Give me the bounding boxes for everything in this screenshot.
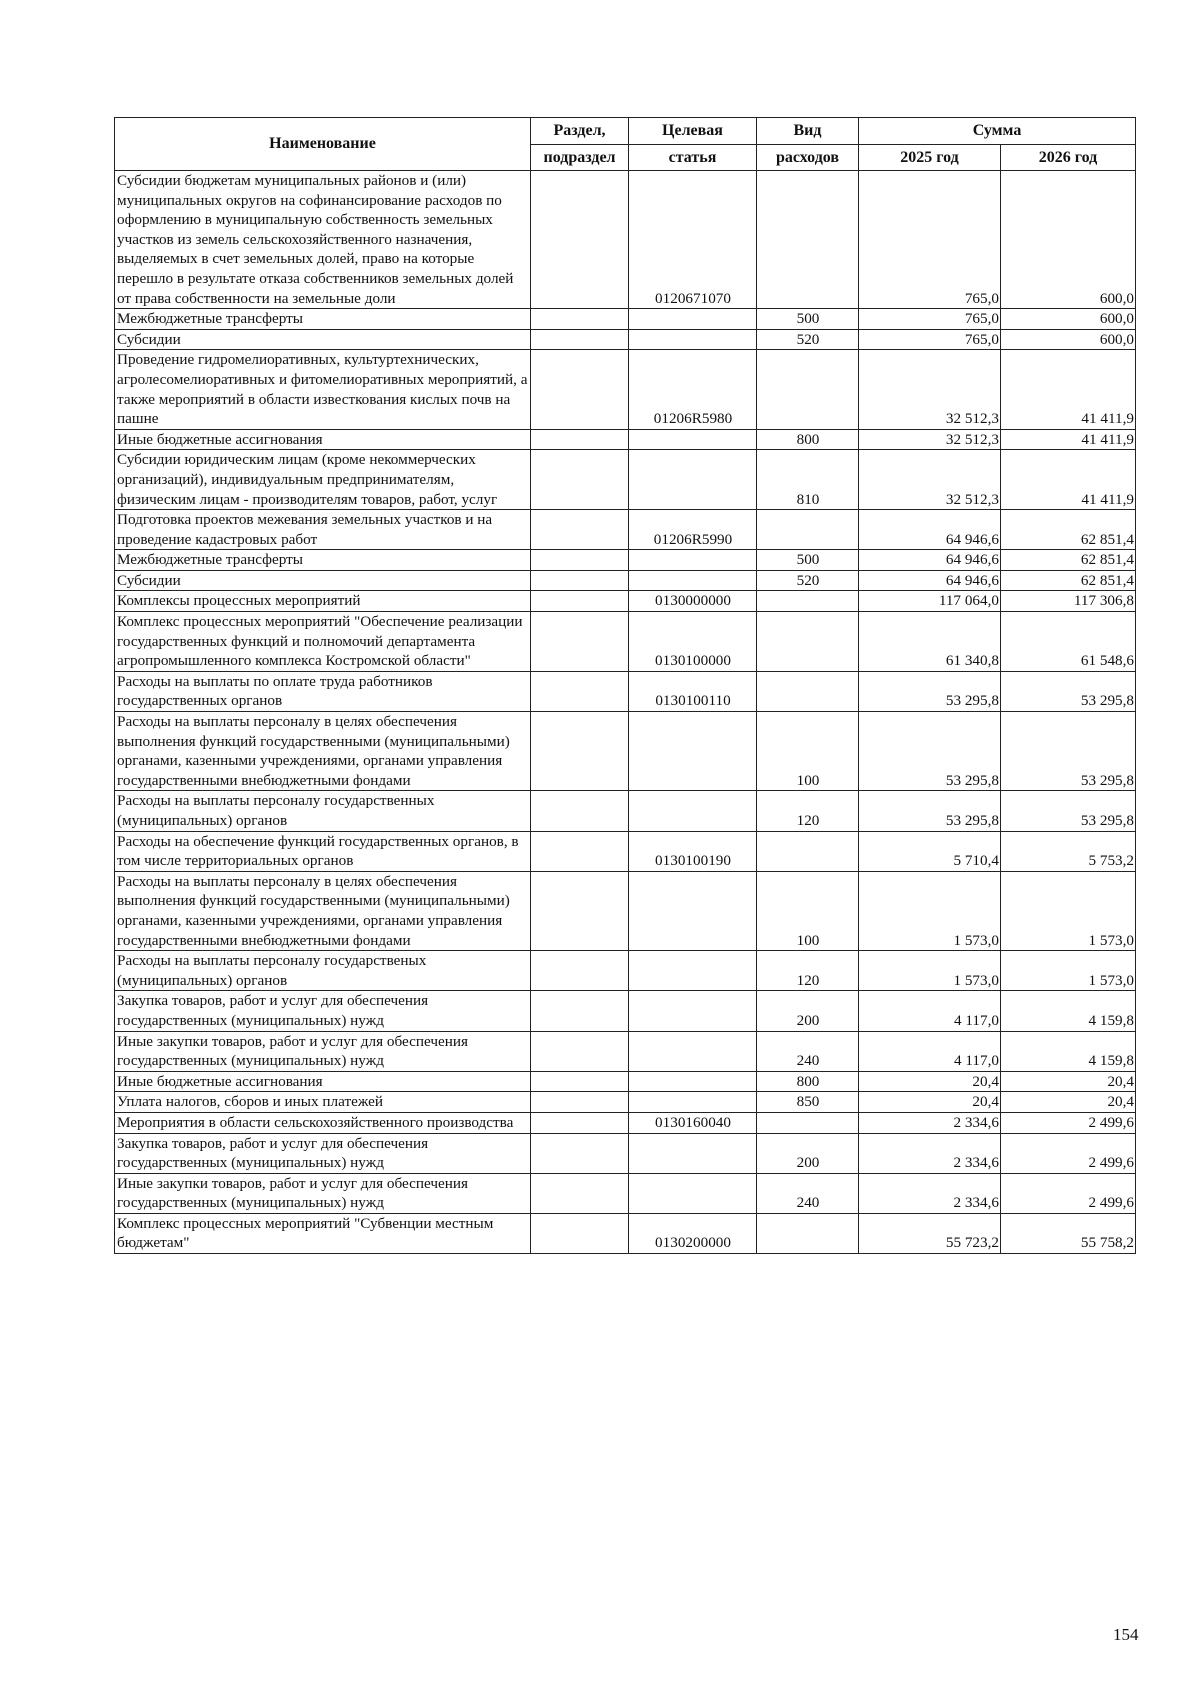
- row-sum-2025: 64 946,6: [859, 570, 1001, 591]
- row-celevaya: [629, 991, 757, 1031]
- row-name: Расходы на выплаты персоналу государственых (муниципальных) органов: [115, 951, 531, 991]
- row-sum-2026: 61 548,6: [1001, 612, 1136, 672]
- row-vid: 850: [757, 1092, 859, 1113]
- row-razdel: [531, 1031, 629, 1071]
- row-sum-2026: 5 753,2: [1001, 831, 1136, 871]
- table-row: [115, 429, 1136, 450]
- header-2025: 2025 год: [859, 145, 1001, 171]
- row-sum-2025: 32 512,3: [859, 429, 1001, 450]
- table-row: [115, 671, 1136, 711]
- row-name: Субсидии: [115, 570, 531, 591]
- table-row: [115, 309, 1136, 330]
- row-celevaya: [629, 1133, 757, 1173]
- row-name: Комплекс процессных мероприятий "Субвенции местным бюджетам": [115, 1213, 531, 1253]
- row-sum-2025: 64 946,6: [859, 510, 1001, 550]
- table-row: [115, 1031, 1136, 1071]
- row-name: Уплата налогов, сборов и иных платежей: [115, 1092, 531, 1113]
- row-celevaya: [629, 1092, 757, 1113]
- row-sum-2025: 2 334,6: [859, 1112, 1001, 1133]
- row-sum-2026: 53 295,8: [1001, 791, 1136, 831]
- row-vid: 200: [757, 1133, 859, 1173]
- row-name: Иные бюджетные ассигнования: [115, 1071, 531, 1092]
- row-vid: 520: [757, 570, 859, 591]
- table-row: [115, 350, 1136, 429]
- header-summa: Сумма: [859, 118, 1136, 145]
- header-razdel-top: Раздел,: [531, 118, 629, 145]
- row-sum-2026: 2 499,6: [1001, 1133, 1136, 1173]
- row-sum-2026: 62 851,4: [1001, 510, 1136, 550]
- row-vid: [757, 591, 859, 612]
- row-sum-2025: 55 723,2: [859, 1213, 1001, 1253]
- row-name: Комплекс процессных мероприятий "Обеспечение реализации государственных функций и полномочий департамента агропромышленного комплекса Костромской области": [115, 612, 531, 672]
- row-celevaya: [629, 550, 757, 571]
- row-sum-2026: 55 758,2: [1001, 1213, 1136, 1253]
- table-row: [115, 791, 1136, 831]
- table-header: [115, 118, 1136, 171]
- row-celevaya: [629, 1031, 757, 1071]
- row-sum-2025: 32 512,3: [859, 350, 1001, 429]
- row-name: Субсидии бюджетам муниципальных районов и (или) муниципальных округов на софинансирование расходов по оформлению в муниципальную собственность земельных участков из земель сельскохозяйственного назначения, выделяемых в счет земельных долей, право на которые перешло в результате отказа собственников земельных долей от права собственности на земельные доли: [115, 171, 531, 309]
- row-razdel: [531, 429, 629, 450]
- row-sum-2026: 600,0: [1001, 171, 1136, 309]
- table-body: [115, 171, 1136, 1254]
- row-sum-2025: 4 117,0: [859, 1031, 1001, 1071]
- row-celevaya: 0130000000: [629, 591, 757, 612]
- row-vid: 200: [757, 991, 859, 1031]
- row-vid: [757, 1213, 859, 1253]
- row-vid: 100: [757, 712, 859, 791]
- row-sum-2026: 62 851,4: [1001, 550, 1136, 571]
- header-celevaya-top: Целевая: [629, 118, 757, 145]
- row-vid: [757, 510, 859, 550]
- row-sum-2025: 53 295,8: [859, 791, 1001, 831]
- row-vid: 120: [757, 791, 859, 831]
- budget-table: [114, 117, 1136, 1254]
- row-sum-2026: 20,4: [1001, 1092, 1136, 1113]
- row-razdel: [531, 550, 629, 571]
- row-sum-2025: 53 295,8: [859, 671, 1001, 711]
- row-sum-2025: 4 117,0: [859, 991, 1001, 1031]
- row-name: Подготовка проектов межевания земельных участков и на проведение кадастровых работ: [115, 510, 531, 550]
- table-row: [115, 450, 1136, 510]
- table-row: [115, 612, 1136, 672]
- row-name: Расходы на обеспечение функций государственных органов, в том числе территориальных органов: [115, 831, 531, 871]
- row-sum-2026: 4 159,8: [1001, 1031, 1136, 1071]
- row-name: Расходы на выплаты персоналу в целях обеспечения выполнения функций государственными (муниципальными) органами, казенными учреждениями, органами управления государственными внебюджетными фондами: [115, 871, 531, 950]
- row-celevaya: [629, 309, 757, 330]
- table-row: [115, 171, 1136, 309]
- row-razdel: [531, 991, 629, 1031]
- row-sum-2026: 2 499,6: [1001, 1112, 1136, 1133]
- row-sum-2025: 5 710,4: [859, 831, 1001, 871]
- row-name: Проведение гидромелиоративных, культуртехнических, агролесомелиоративных и фитомелиоративных мероприятий, а также мероприятий в области известкования кислых почв на пашне: [115, 350, 531, 429]
- header-razdel-bottom: подраздел: [531, 145, 629, 171]
- row-razdel: [531, 1092, 629, 1113]
- table-row: [115, 1112, 1136, 1133]
- row-name: Иные бюджетные ассигнования: [115, 429, 531, 450]
- row-sum-2025: 32 512,3: [859, 450, 1001, 510]
- row-sum-2026: 41 411,9: [1001, 429, 1136, 450]
- row-razdel: [531, 1133, 629, 1173]
- row-vid: 120: [757, 951, 859, 991]
- row-vid: 800: [757, 429, 859, 450]
- row-razdel: [531, 831, 629, 871]
- row-name: Субсидии: [115, 329, 531, 350]
- row-razdel: [531, 871, 629, 950]
- row-name: Иные закупки товаров, работ и услуг для обеспечения государственных (муниципальных) нужд: [115, 1173, 531, 1213]
- row-sum-2025: 2 334,6: [859, 1173, 1001, 1213]
- header-celevaya-bottom: статья: [629, 145, 757, 171]
- row-razdel: [531, 329, 629, 350]
- row-name: Закупка товаров, работ и услуг для обеспечения государственных (муниципальных) нужд: [115, 1133, 531, 1173]
- row-sum-2025: 1 573,0: [859, 951, 1001, 991]
- row-celevaya: [629, 791, 757, 831]
- row-name: Расходы на выплаты по оплате труда работников государственных органов: [115, 671, 531, 711]
- row-razdel: [531, 570, 629, 591]
- row-celevaya: 0130100000: [629, 612, 757, 672]
- row-celevaya: 0120671070: [629, 171, 757, 309]
- row-celevaya: [629, 871, 757, 950]
- row-name: Расходы на выплаты персоналу государственных (муниципальных) органов: [115, 791, 531, 831]
- row-sum-2025: 765,0: [859, 171, 1001, 309]
- row-celevaya: 0130100190: [629, 831, 757, 871]
- row-celevaya: [629, 1071, 757, 1092]
- row-razdel: [531, 450, 629, 510]
- row-name: Закупка товаров, работ и услуг для обеспечения государственных (муниципальных) нужд: [115, 991, 531, 1031]
- row-celevaya: [629, 570, 757, 591]
- row-sum-2026: 53 295,8: [1001, 712, 1136, 791]
- row-razdel: [531, 1173, 629, 1213]
- row-sum-2025: 765,0: [859, 329, 1001, 350]
- row-razdel: [531, 712, 629, 791]
- row-sum-2026: 53 295,8: [1001, 671, 1136, 711]
- row-celevaya: [629, 429, 757, 450]
- budget-table-container: [114, 117, 1136, 1254]
- row-sum-2025: 20,4: [859, 1092, 1001, 1113]
- row-name: Межбюджетные трансферты: [115, 309, 531, 330]
- row-razdel: [531, 350, 629, 429]
- row-celevaya: 0130200000: [629, 1213, 757, 1253]
- row-celevaya: [629, 450, 757, 510]
- row-celevaya: 0130160040: [629, 1112, 757, 1133]
- row-sum-2026: 41 411,9: [1001, 350, 1136, 429]
- row-vid: [757, 671, 859, 711]
- row-sum-2026: 41 411,9: [1001, 450, 1136, 510]
- table-row: [115, 570, 1136, 591]
- row-razdel: [531, 510, 629, 550]
- row-razdel: [531, 951, 629, 991]
- row-sum-2025: 53 295,8: [859, 712, 1001, 791]
- row-razdel: [531, 1213, 629, 1253]
- row-celevaya: [629, 951, 757, 991]
- table-row: [115, 1092, 1136, 1113]
- table-row: [115, 1173, 1136, 1213]
- row-name: Расходы на выплаты персоналу в целях обеспечения выполнения функций государственными (муниципальными) органами, казенными учреждениями, органами управления государственными внебюджетными фондами: [115, 712, 531, 791]
- row-sum-2025: 64 946,6: [859, 550, 1001, 571]
- table-row: [115, 1071, 1136, 1092]
- table-row: [115, 329, 1136, 350]
- row-sum-2026: 1 573,0: [1001, 871, 1136, 950]
- table-row: [115, 871, 1136, 950]
- header-vid-bottom: расходов: [757, 145, 859, 171]
- table-row: [115, 951, 1136, 991]
- row-vid: 520: [757, 329, 859, 350]
- row-celevaya: [629, 1173, 757, 1213]
- row-razdel: [531, 1112, 629, 1133]
- row-razdel: [531, 309, 629, 330]
- row-razdel: [531, 1071, 629, 1092]
- row-sum-2026: 117 306,8: [1001, 591, 1136, 612]
- row-name: Межбюджетные трансферты: [115, 550, 531, 571]
- row-razdel: [531, 612, 629, 672]
- table-row: [115, 991, 1136, 1031]
- row-razdel: [531, 671, 629, 711]
- row-name: Субсидии юридическим лицам (кроме некоммерческих организаций), индивидуальным предпринимателям, физическим лицам - производителям товаров, работ, услуг: [115, 450, 531, 510]
- row-vid: [757, 1112, 859, 1133]
- row-vid: 500: [757, 309, 859, 330]
- row-vid: 240: [757, 1173, 859, 1213]
- row-sum-2026: 4 159,8: [1001, 991, 1136, 1031]
- row-celevaya: 01206R5990: [629, 510, 757, 550]
- row-name: Мероприятия в области сельскохозяйственного производства: [115, 1112, 531, 1133]
- row-sum-2026: 600,0: [1001, 329, 1136, 350]
- row-vid: 810: [757, 450, 859, 510]
- header-vid-top: Вид: [757, 118, 859, 145]
- table-row: [115, 591, 1136, 612]
- row-sum-2025: 117 064,0: [859, 591, 1001, 612]
- row-celevaya: 0130100110: [629, 671, 757, 711]
- row-celevaya: [629, 329, 757, 350]
- row-vid: [757, 171, 859, 309]
- row-celevaya: 01206R5980: [629, 350, 757, 429]
- row-vid: 100: [757, 871, 859, 950]
- row-sum-2026: 2 499,6: [1001, 1173, 1136, 1213]
- table-row: [115, 1133, 1136, 1173]
- row-sum-2026: 62 851,4: [1001, 570, 1136, 591]
- table-row: [115, 550, 1136, 571]
- table-row: [115, 831, 1136, 871]
- page-number: 154: [1113, 1625, 1139, 1644]
- row-vid: [757, 831, 859, 871]
- row-sum-2026: 20,4: [1001, 1071, 1136, 1092]
- row-sum-2025: 20,4: [859, 1071, 1001, 1092]
- header-2026: 2026 год: [1001, 145, 1136, 171]
- row-celevaya: [629, 712, 757, 791]
- row-vid: 500: [757, 550, 859, 571]
- header-name: Наименование: [115, 118, 531, 171]
- row-sum-2025: 61 340,8: [859, 612, 1001, 672]
- row-name: Иные закупки товаров, работ и услуг для обеспечения государственных (муниципальных) нужд: [115, 1031, 531, 1071]
- row-vid: [757, 350, 859, 429]
- row-vid: 240: [757, 1031, 859, 1071]
- row-razdel: [531, 791, 629, 831]
- row-vid: [757, 612, 859, 672]
- table-row: [115, 712, 1136, 791]
- row-sum-2025: 765,0: [859, 309, 1001, 330]
- row-sum-2026: 1 573,0: [1001, 951, 1136, 991]
- table-row: [115, 510, 1136, 550]
- row-sum-2025: 2 334,6: [859, 1133, 1001, 1173]
- row-sum-2026: 600,0: [1001, 309, 1136, 330]
- row-name: Комплексы процессных мероприятий: [115, 591, 531, 612]
- row-vid: 800: [757, 1071, 859, 1092]
- row-razdel: [531, 171, 629, 309]
- row-sum-2025: 1 573,0: [859, 871, 1001, 950]
- table-row: [115, 1213, 1136, 1253]
- row-razdel: [531, 591, 629, 612]
